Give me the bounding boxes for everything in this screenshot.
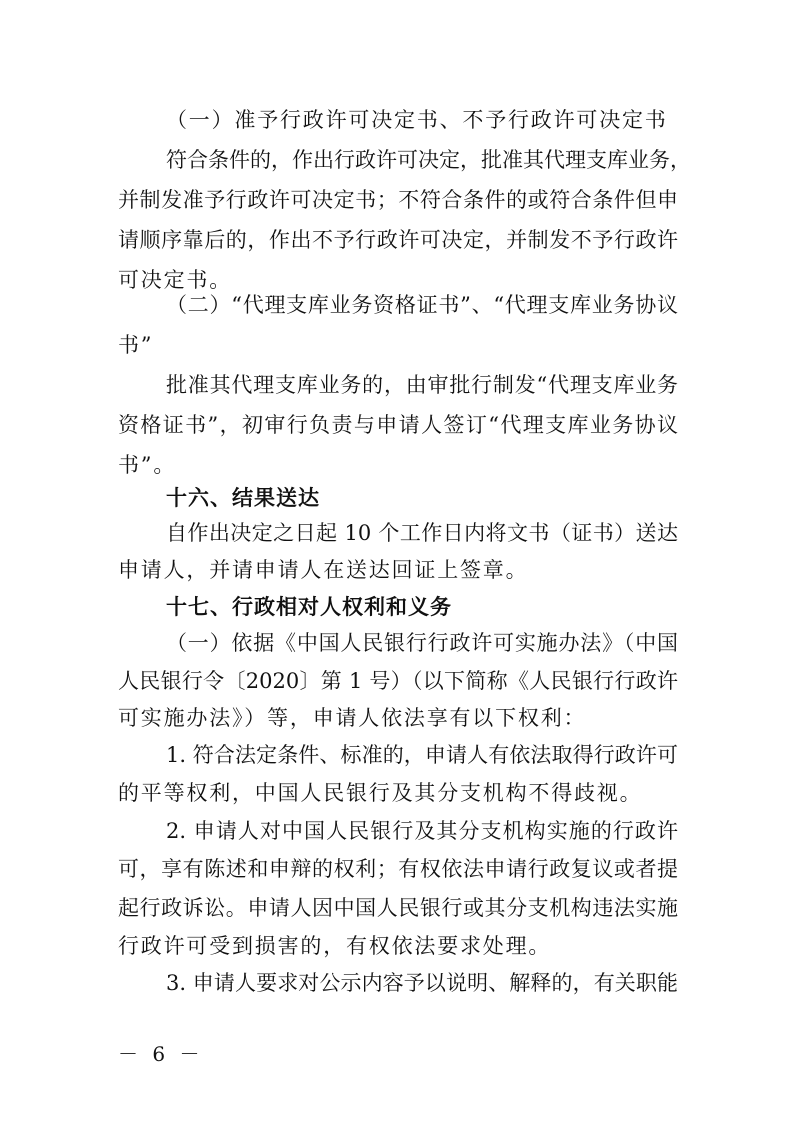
paragraph-line: 申请人，并请申请人在送达回证上签章。 bbox=[118, 558, 529, 582]
paragraph-line: （一）依据《中国人民银行行政许可实施办法》（中国 bbox=[166, 631, 678, 655]
paragraph-line: 资格证书”，初审行负责与申请人签订“代理支库业务协议 bbox=[118, 413, 678, 437]
paragraph-line: 书”。 bbox=[118, 453, 177, 477]
paragraph-line: 3. 申请人要求对公示内容予以说明、解释的，有关职能 bbox=[166, 971, 678, 995]
paragraph-line: 可，享有陈述和申辩的权利；有权依法申请行政复议或者提 bbox=[118, 857, 678, 881]
paragraph-line: 人民银行令〔2020〕第 1 号）（以下简称《人民银行行政许 bbox=[118, 669, 678, 693]
page-number: － 6 － bbox=[118, 1042, 204, 1066]
paragraph-line: 1. 符合法定条件、标准的，申请人有依法取得行政许可 bbox=[166, 743, 678, 767]
subsection-heading-2: （二）“代理支库业务资格证书”、“代理支库业务协议 bbox=[166, 293, 678, 317]
paragraph-line: 可决定书。 bbox=[118, 268, 232, 292]
paragraph-line: 请顺序靠后的，作出不予行政许可决定，并制发不予行政许 bbox=[118, 228, 678, 252]
paragraph-line: 2. 申请人对中国人民银行及其分支机构实施的行政许 bbox=[166, 819, 678, 843]
paragraph-line: 自作出决定之日起 10 个工作日内将文书（证书）送达 bbox=[166, 521, 678, 545]
section-heading-17: 十七、行政相对人权利和义务 bbox=[166, 595, 452, 619]
paragraph-line: 起行政诉讼。申请人因中国人民银行或其分支机构违法实施 bbox=[118, 896, 678, 920]
paragraph-line: 符合条件的，作出行政许可决定，批准其代理支库业务， bbox=[166, 148, 691, 172]
subsection-heading-1: （一）准予行政许可决定书、不予行政许可决定书 bbox=[166, 108, 668, 132]
paragraph-line: 批准其代理支库业务的，由审批行制发“代理支库业务 bbox=[166, 373, 678, 397]
paragraph-line: 可实施办法》）等，申请人依法享有以下权利： bbox=[118, 706, 587, 730]
subsection-heading-2-cont: 书” bbox=[118, 333, 154, 357]
section-heading-16: 十六、结果送达 bbox=[166, 486, 320, 510]
paragraph-line: 行政许可受到损害的，有权依法要求处理。 bbox=[118, 934, 552, 958]
paragraph-line: 的平等权利，中国人民银行及其分支机构不得歧视。 bbox=[118, 781, 643, 805]
paragraph-line: 并制发准予行政许可决定书；不符合条件的或符合条件但申 bbox=[118, 188, 678, 212]
